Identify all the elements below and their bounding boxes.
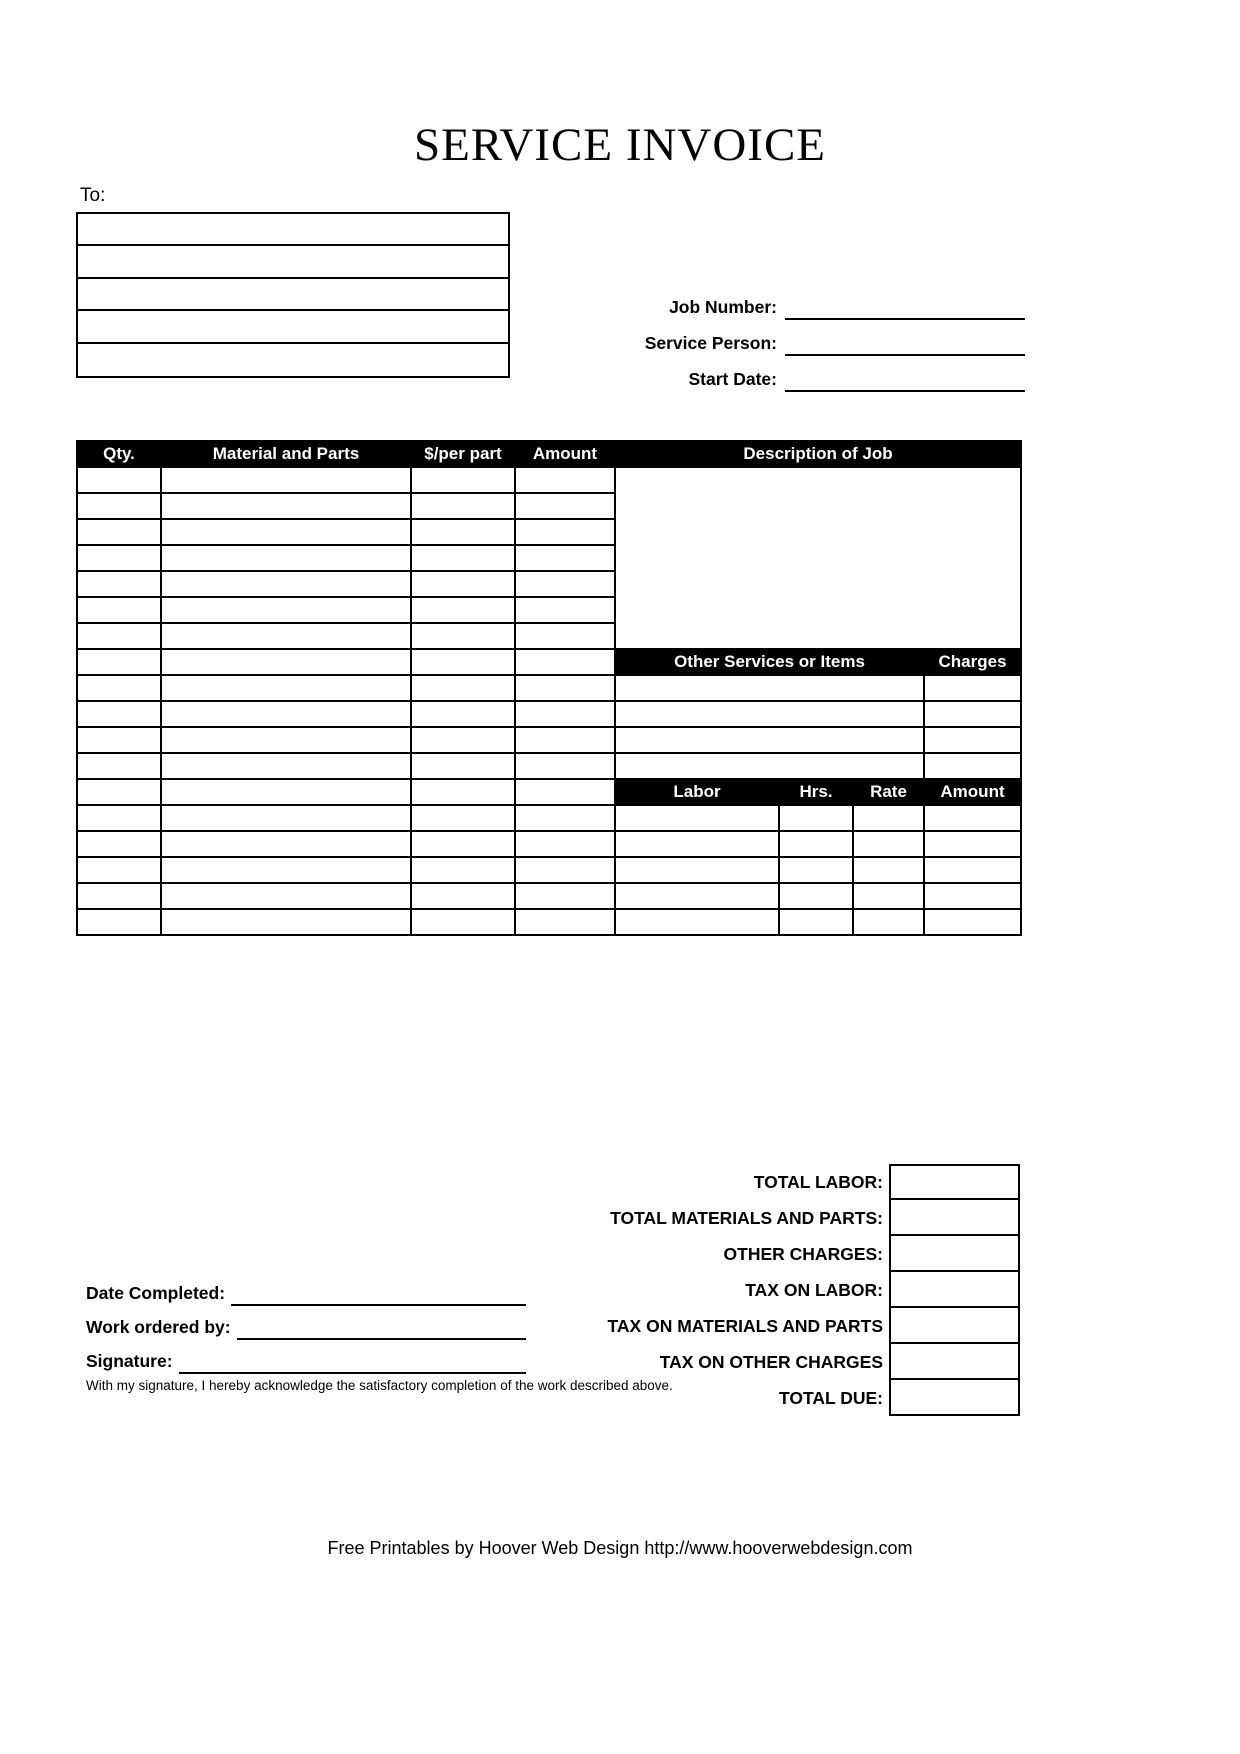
cell-amount[interactable] — [515, 779, 615, 805]
job-number-row — [600, 288, 1025, 320]
signature-input[interactable] — [179, 1350, 526, 1374]
cell-other-service-charge[interactable] — [924, 753, 1021, 779]
service-person-label: Service Person: — [644, 333, 777, 353]
cell-material[interactable] — [161, 909, 411, 935]
tax-on-materials-label: TAX ON MATERIALS AND PARTS — [607, 1315, 883, 1336]
cell-per-part[interactable] — [411, 519, 515, 545]
col-header-labor: Labor — [615, 779, 779, 805]
cell-labor-rate[interactable] — [853, 831, 924, 857]
tax-on-labor-input[interactable] — [889, 1272, 1020, 1308]
cell-labor-rate[interactable] — [853, 883, 924, 909]
job-meta-fields — [600, 288, 1025, 396]
table-header-row — [77, 441, 1021, 467]
cell-labor[interactable] — [615, 883, 779, 909]
col-header-amount: Amount — [515, 441, 615, 467]
page-title: SERVICE INVOICE — [413, 119, 827, 171]
total-materials-row — [500, 1200, 1020, 1236]
cell-amount[interactable] — [515, 831, 615, 857]
total-due-label: TOTAL DUE: — [778, 1387, 883, 1408]
cell-labor-amount[interactable] — [924, 857, 1021, 883]
cell-amount[interactable] — [515, 909, 615, 935]
cell-per-part[interactable] — [411, 623, 515, 649]
table-row — [77, 857, 1021, 883]
cell-material[interactable] — [161, 623, 411, 649]
col-header-per-part: $/per part — [411, 441, 515, 467]
cell-labor[interactable] — [615, 857, 779, 883]
description-of-job-input[interactable] — [615, 467, 1021, 649]
footer-credit: Free Printables by Hoover Web Design http://www.hooverwebdesign.com — [327, 1538, 913, 1558]
address-line[interactable] — [78, 344, 508, 376]
signature-block — [86, 1272, 526, 1374]
col-header-rate: Rate — [853, 779, 924, 805]
other-charges-label: OTHER CHARGES: — [723, 1243, 883, 1264]
date-completed-label: Date Completed: — [86, 1283, 226, 1303]
cell-per-part[interactable] — [411, 909, 515, 935]
other-charges-row — [500, 1236, 1020, 1272]
cell-qty[interactable] — [77, 701, 161, 727]
tax-on-other-charges-input[interactable] — [889, 1344, 1020, 1380]
cell-amount[interactable] — [515, 753, 615, 779]
cell-qty[interactable] — [77, 623, 161, 649]
cell-amount[interactable] — [515, 545, 615, 571]
table-row — [77, 727, 1021, 753]
cell-other-service-item[interactable] — [615, 675, 924, 701]
table-row — [77, 883, 1021, 909]
table-row — [77, 909, 1021, 935]
cell-qty[interactable] — [77, 597, 161, 623]
table-row — [77, 467, 1021, 493]
start-date-row — [600, 360, 1025, 392]
cell-per-part[interactable] — [411, 493, 515, 519]
cell-per-part[interactable] — [411, 597, 515, 623]
cell-per-part[interactable] — [411, 571, 515, 597]
total-materials-label: TOTAL MATERIALS AND PARTS: — [610, 1207, 883, 1228]
cell-amount[interactable] — [515, 519, 615, 545]
cell-per-part[interactable] — [411, 753, 515, 779]
cell-per-part[interactable] — [411, 857, 515, 883]
address-line[interactable] — [78, 311, 508, 343]
cell-amount[interactable] — [515, 649, 615, 675]
col-header-qty: Qty. — [77, 441, 161, 467]
service-person-row — [600, 324, 1025, 356]
start-date-input[interactable] — [785, 368, 1025, 392]
work-ordered-by-input[interactable] — [237, 1316, 526, 1340]
invoice-grid — [76, 440, 1020, 936]
cell-other-service-item[interactable] — [615, 753, 924, 779]
labor-header-row — [77, 779, 1021, 805]
cell-labor-hrs[interactable] — [779, 909, 853, 935]
cell-labor-amount[interactable] — [924, 883, 1021, 909]
job-number-label: Job Number: — [669, 297, 777, 317]
tax-on-materials-input[interactable] — [889, 1308, 1020, 1344]
signature-note: With my signature, I hereby acknowledge the satisfactory completion of the work described above. — [86, 1378, 673, 1393]
cell-material[interactable] — [161, 467, 411, 493]
total-labor-input[interactable] — [889, 1164, 1020, 1200]
cell-material[interactable] — [161, 597, 411, 623]
table-row — [77, 701, 1021, 727]
cell-qty[interactable] — [77, 805, 161, 831]
cell-material[interactable] — [161, 805, 411, 831]
col-header-description-of-job: Description of Job — [615, 441, 1021, 467]
cell-qty[interactable] — [77, 727, 161, 753]
cell-per-part[interactable] — [411, 649, 515, 675]
cell-other-service-item[interactable] — [615, 701, 924, 727]
cell-material[interactable] — [161, 519, 411, 545]
signature-row — [86, 1340, 526, 1374]
total-labor-row — [500, 1164, 1020, 1200]
signature-label: Signature: — [86, 1351, 173, 1371]
cell-labor-hrs[interactable] — [779, 805, 853, 831]
total-labor-label: TOTAL LABOR: — [753, 1171, 883, 1192]
cell-material[interactable] — [161, 649, 411, 675]
cell-qty[interactable] — [77, 493, 161, 519]
address-line[interactable] — [78, 279, 508, 311]
cell-labor-hrs[interactable] — [779, 831, 853, 857]
col-header-labor-amount: Amount — [924, 779, 1021, 805]
work-ordered-by-row — [86, 1306, 526, 1340]
address-line[interactable] — [78, 214, 508, 246]
cell-labor-rate[interactable] — [853, 805, 924, 831]
date-completed-input[interactable] — [231, 1282, 526, 1306]
invoice-table — [76, 440, 1022, 936]
cell-amount[interactable] — [515, 623, 615, 649]
cell-amount[interactable] — [515, 857, 615, 883]
tax-on-labor-row — [500, 1272, 1020, 1308]
cell-qty[interactable] — [77, 649, 161, 675]
cell-qty[interactable] — [77, 909, 161, 935]
cell-other-service-charge[interactable] — [924, 727, 1021, 753]
work-ordered-by-label: Work ordered by: — [86, 1317, 231, 1337]
cell-labor-amount[interactable] — [924, 831, 1021, 857]
cell-material[interactable] — [161, 675, 411, 701]
cell-amount[interactable] — [515, 597, 615, 623]
cell-per-part[interactable] — [411, 779, 515, 805]
table-row — [77, 753, 1021, 779]
cell-labor-rate[interactable] — [853, 857, 924, 883]
cell-labor-hrs[interactable] — [779, 883, 853, 909]
start-date-label: Start Date: — [688, 369, 777, 389]
service-person-input[interactable] — [785, 332, 1025, 356]
cell-amount[interactable] — [515, 727, 615, 753]
cell-material[interactable] — [161, 779, 411, 805]
cell-other-service-item[interactable] — [615, 727, 924, 753]
cell-qty[interactable] — [77, 883, 161, 909]
to-label: To: — [80, 185, 106, 206]
cell-material[interactable] — [161, 831, 411, 857]
cell-other-service-charge[interactable] — [924, 701, 1021, 727]
cell-amount[interactable] — [515, 467, 615, 493]
cell-qty[interactable] — [77, 545, 161, 571]
tax-on-materials-row — [500, 1308, 1020, 1344]
cell-qty[interactable] — [77, 753, 161, 779]
cell-per-part[interactable] — [411, 545, 515, 571]
cell-labor-amount[interactable] — [924, 909, 1021, 935]
tax-on-other-charges-row — [500, 1344, 1020, 1380]
cell-amount[interactable] — [515, 805, 615, 831]
cell-labor-hrs[interactable] — [779, 857, 853, 883]
cell-per-part[interactable] — [411, 883, 515, 909]
table-row — [77, 675, 1021, 701]
cell-per-part[interactable] — [411, 831, 515, 857]
cell-per-part[interactable] — [411, 727, 515, 753]
cell-per-part[interactable] — [411, 675, 515, 701]
total-due-input[interactable] — [889, 1380, 1020, 1416]
table-row — [77, 831, 1021, 857]
cell-qty[interactable] — [77, 831, 161, 857]
address-line[interactable] — [78, 246, 508, 278]
col-header-charges: Charges — [924, 649, 1021, 675]
cell-labor[interactable] — [615, 805, 779, 831]
cell-labor-amount[interactable] — [924, 805, 1021, 831]
recipient-address-box[interactable] — [76, 212, 510, 378]
cell-qty[interactable] — [77, 571, 161, 597]
cell-qty[interactable] — [77, 857, 161, 883]
cell-material[interactable] — [161, 545, 411, 571]
cell-material[interactable] — [161, 701, 411, 727]
table-row — [77, 805, 1021, 831]
date-completed-row — [86, 1272, 526, 1306]
cell-per-part[interactable] — [411, 701, 515, 727]
cell-amount[interactable] — [515, 883, 615, 909]
total-materials-input[interactable] — [889, 1200, 1020, 1236]
col-header-other-services: Other Services or Items — [615, 649, 924, 675]
cell-material[interactable] — [161, 493, 411, 519]
job-number-input[interactable] — [785, 296, 1025, 320]
cell-amount[interactable] — [515, 701, 615, 727]
col-header-hrs: Hrs. — [779, 779, 853, 805]
cell-material[interactable] — [161, 857, 411, 883]
cell-material[interactable] — [161, 727, 411, 753]
cell-other-service-charge[interactable] — [924, 675, 1021, 701]
cell-per-part[interactable] — [411, 805, 515, 831]
other-charges-input[interactable] — [889, 1236, 1020, 1272]
cell-qty[interactable] — [77, 779, 161, 805]
tax-on-other-charges-label: TAX ON OTHER CHARGES — [659, 1351, 883, 1372]
cell-qty[interactable] — [77, 675, 161, 701]
cell-material[interactable] — [161, 571, 411, 597]
cell-material[interactable] — [161, 883, 411, 909]
cell-amount[interactable] — [515, 675, 615, 701]
cell-labor[interactable] — [615, 909, 779, 935]
cell-amount[interactable] — [515, 493, 615, 519]
cell-labor[interactable] — [615, 831, 779, 857]
tax-on-labor-label: TAX ON LABOR: — [745, 1279, 883, 1300]
cell-qty[interactable] — [77, 519, 161, 545]
cell-per-part[interactable] — [411, 467, 515, 493]
col-header-material: Material and Parts — [161, 441, 411, 467]
cell-labor-rate[interactable] — [853, 909, 924, 935]
cell-qty[interactable] — [77, 467, 161, 493]
other-services-header-row — [77, 649, 1021, 675]
cell-material[interactable] — [161, 753, 411, 779]
cell-amount[interactable] — [515, 571, 615, 597]
